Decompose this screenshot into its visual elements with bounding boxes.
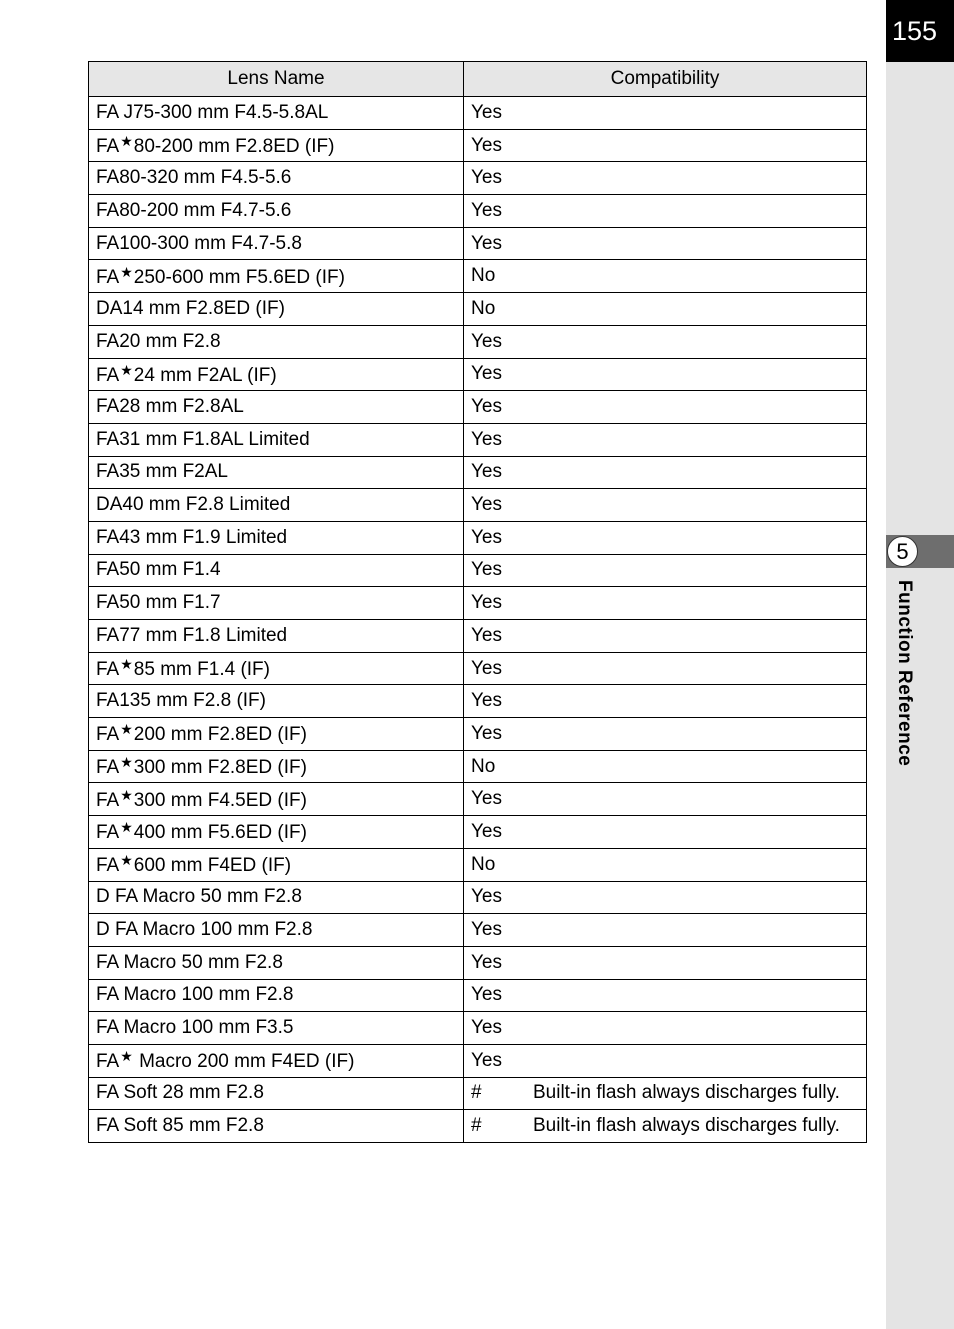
- table-row: [89, 456, 867, 489]
- compatibility-value: Yes: [471, 232, 502, 254]
- compatibility-cell: [464, 881, 867, 914]
- compatibility-cell: [464, 195, 867, 228]
- lens-name-cell: [89, 293, 464, 326]
- table-row: [89, 1044, 867, 1077]
- compatibility-note: Built-in flash always discharges fully.: [533, 1082, 840, 1104]
- lens-name-cell: [89, 162, 464, 195]
- compatibility-value: Yes: [471, 101, 502, 123]
- compatibility-value: Yes: [471, 951, 502, 973]
- compatibility-cell: [464, 587, 867, 620]
- table-row: [89, 1110, 867, 1143]
- compatibility-cell: [464, 456, 867, 489]
- table-row: [89, 260, 867, 293]
- lens-name-suffix: 24 mm F2AL (IF): [133, 364, 277, 386]
- lens-name-prefix: FA35 mm F2AL: [96, 461, 228, 483]
- compatibility-cell: [464, 1077, 867, 1110]
- page-number: 155: [886, 0, 954, 62]
- lens-name-suffix: 300 mm F4.5ED (IF): [133, 789, 307, 811]
- compatibility-cell: [464, 260, 867, 293]
- compatibility-value: No: [471, 265, 496, 287]
- lens-name-suffix: 80-200 mm F2.8ED (IF): [133, 136, 335, 158]
- compatibility-value: Yes: [471, 919, 502, 941]
- lens-name-prefix: FA80-320 mm F4.5-5.6: [96, 167, 292, 189]
- lens-name-prefix: FA Macro 50 mm F2.8: [96, 951, 283, 973]
- lens-name-cell: [89, 914, 464, 947]
- table-row: [89, 946, 867, 979]
- table-row: [89, 750, 867, 783]
- lens-name-suffix: 200 mm F2.8ED (IF): [133, 724, 307, 746]
- lens-name-prefix: FA J75-300 mm F4.5-5.8AL: [96, 101, 329, 123]
- table-row: [89, 881, 867, 914]
- table-row: [89, 227, 867, 260]
- lens-name-prefix: FA100-300 mm F4.7-5.8: [96, 232, 302, 254]
- lens-name-cell: [89, 260, 464, 293]
- compatibility-cell: [464, 521, 867, 554]
- compatibility-cell: [464, 293, 867, 326]
- lens-name-cell: [89, 325, 464, 358]
- lens-compatibility-table: [88, 61, 867, 1143]
- lens-name-prefix: FA50 mm F1.4: [96, 559, 221, 581]
- compatibility-value: Yes: [471, 559, 502, 581]
- lens-name-cell: [89, 489, 464, 522]
- table-row: [89, 783, 867, 816]
- chapter-title: Function Reference: [894, 580, 915, 767]
- lens-name-suffix: Macro 200 mm F4ED (IF): [133, 1051, 355, 1073]
- compatibility-cell: [464, 685, 867, 718]
- lens-name-prefix: FA: [96, 266, 120, 288]
- lens-name-cell: [89, 358, 464, 391]
- lens-name-cell: [89, 97, 464, 130]
- table-row: [89, 391, 867, 424]
- compatibility-cell: [464, 783, 867, 816]
- lens-name-prefix: FA31 mm F1.8AL Limited: [96, 428, 310, 450]
- star-icon: ★: [120, 263, 133, 280]
- compatibility-value: #: [471, 1082, 482, 1104]
- compatibility-cell: [464, 554, 867, 587]
- compatibility-cell: [464, 1012, 867, 1045]
- compatibility-note: Built-in flash always discharges fully.: [533, 1115, 840, 1137]
- compatibility-cell: [464, 1044, 867, 1077]
- compatibility-value: Yes: [471, 134, 502, 156]
- compatibility-value: Yes: [471, 461, 502, 483]
- table-row: [89, 914, 867, 947]
- compatibility-value: Yes: [471, 984, 502, 1006]
- table-row: [89, 358, 867, 391]
- compatibility-value: Yes: [471, 690, 502, 712]
- star-icon: ★: [120, 361, 133, 378]
- lens-name-cell: [89, 521, 464, 554]
- table-row: [89, 489, 867, 522]
- star-icon: ★: [120, 786, 133, 803]
- lens-name-suffix: 250-600 mm F5.6ED (IF): [133, 266, 345, 288]
- header-lens-name: Lens Name: [89, 62, 464, 97]
- lens-name-prefix: FA20 mm F2.8: [96, 330, 221, 352]
- lens-name-cell: [89, 816, 464, 849]
- lens-name-cell: [89, 587, 464, 620]
- compatibility-cell: [464, 914, 867, 947]
- compatibility-cell: [464, 489, 867, 522]
- table-row: [89, 97, 867, 130]
- table-row: [89, 685, 867, 718]
- compatibility-value: Yes: [471, 363, 502, 385]
- compatibility-cell: [464, 979, 867, 1012]
- lens-name-suffix: 85 mm F1.4 (IF): [133, 659, 270, 681]
- compatibility-value: Yes: [471, 526, 502, 548]
- compatibility-value: Yes: [471, 428, 502, 450]
- table-row: [89, 554, 867, 587]
- lens-name-prefix: FA: [96, 822, 120, 844]
- compatibility-value: Yes: [471, 820, 502, 842]
- lens-name-cell: [89, 946, 464, 979]
- compatibility-cell: [464, 325, 867, 358]
- compatibility-cell: [464, 391, 867, 424]
- lens-name-cell: [89, 554, 464, 587]
- compatibility-value: Yes: [471, 199, 502, 221]
- lens-name-prefix: D FA Macro 50 mm F2.8: [96, 886, 302, 908]
- star-icon: ★: [120, 721, 133, 738]
- compatibility-cell: [464, 358, 867, 391]
- compatibility-cell: [464, 620, 867, 653]
- lens-name-prefix: FA: [96, 855, 120, 877]
- star-icon: ★: [120, 819, 133, 836]
- star-icon: ★: [120, 133, 133, 150]
- compatibility-value: Yes: [471, 657, 502, 679]
- lens-name-cell: [89, 652, 464, 685]
- lens-name-cell: [89, 783, 464, 816]
- lens-name-suffix: 400 mm F5.6ED (IF): [133, 822, 307, 844]
- lens-name-cell: [89, 620, 464, 653]
- lens-name-suffix: 300 mm F2.8ED (IF): [133, 757, 307, 779]
- compatibility-value: #: [471, 1115, 482, 1137]
- lens-name-prefix: FA43 mm F1.9 Limited: [96, 526, 288, 548]
- table-row: [89, 620, 867, 653]
- lens-name-prefix: FA28 mm F2.8AL: [96, 396, 244, 418]
- lens-name-cell: [89, 195, 464, 228]
- compatibility-cell: [464, 227, 867, 260]
- table-row: [89, 848, 867, 881]
- lens-name-cell: [89, 718, 464, 751]
- lens-name-prefix: FA: [96, 364, 120, 386]
- lens-name-cell: [89, 685, 464, 718]
- lens-name-cell: [89, 848, 464, 881]
- compatibility-value: Yes: [471, 788, 502, 810]
- lens-name-cell: [89, 1110, 464, 1143]
- compatibility-cell: [464, 97, 867, 130]
- compatibility-value: Yes: [471, 167, 502, 189]
- lens-name-cell: [89, 227, 464, 260]
- compatibility-value: Yes: [471, 624, 502, 646]
- table-row: [89, 1077, 867, 1110]
- compatibility-cell: [464, 848, 867, 881]
- lens-name-prefix: D FA Macro 100 mm F2.8: [96, 919, 313, 941]
- compatibility-value: Yes: [471, 494, 502, 516]
- lens-name-prefix: FA Soft 28 mm F2.8: [96, 1082, 264, 1104]
- lens-name-prefix: FA: [96, 724, 120, 746]
- lens-name-prefix: FA: [96, 659, 120, 681]
- lens-name-suffix: 600 mm F4ED (IF): [133, 855, 292, 877]
- lens-name-prefix: FA135 mm F2.8 (IF): [96, 690, 266, 712]
- lens-name-cell: [89, 750, 464, 783]
- lens-name-cell: [89, 979, 464, 1012]
- lens-name-prefix: FA Macro 100 mm F3.5: [96, 1017, 294, 1039]
- table-row: [89, 652, 867, 685]
- star-icon: ★: [120, 852, 133, 869]
- compatibility-value: Yes: [471, 1049, 502, 1071]
- table-row: [89, 979, 867, 1012]
- lens-name-cell: [89, 1077, 464, 1110]
- compatibility-value: No: [471, 755, 496, 777]
- header-compatibility: Compatibility: [464, 62, 867, 97]
- lens-name-cell: [89, 129, 464, 162]
- lens-name-cell: [89, 1012, 464, 1045]
- compatibility-cell: [464, 652, 867, 685]
- compatibility-cell: [464, 946, 867, 979]
- table-row: [89, 293, 867, 326]
- table-row: [89, 816, 867, 849]
- compatibility-cell: [464, 162, 867, 195]
- compatibility-cell: [464, 423, 867, 456]
- lens-name-prefix: FA: [96, 757, 120, 779]
- lens-name-prefix: DA14 mm F2.8ED (IF): [96, 297, 285, 319]
- star-icon: ★: [120, 754, 133, 771]
- lens-name-prefix: FA: [96, 789, 120, 811]
- compatibility-cell: [464, 750, 867, 783]
- table-row: [89, 325, 867, 358]
- compatibility-value: No: [471, 853, 496, 875]
- lens-name-prefix: FA: [96, 136, 120, 158]
- compatibility-cell: [464, 718, 867, 751]
- compatibility-cell: [464, 816, 867, 849]
- table-row: [89, 718, 867, 751]
- lens-name-prefix: FA80-200 mm F4.7-5.6: [96, 199, 292, 221]
- compatibility-cell: [464, 1110, 867, 1143]
- compatibility-value: Yes: [471, 1017, 502, 1039]
- compatibility-cell: [464, 129, 867, 162]
- lens-name-cell: [89, 456, 464, 489]
- chapter-number: 5: [887, 536, 918, 567]
- table-row: [89, 423, 867, 456]
- table-row: [89, 195, 867, 228]
- lens-name-prefix: FA Macro 100 mm F2.8: [96, 984, 294, 1006]
- lens-name-prefix: DA40 mm F2.8 Limited: [96, 494, 291, 516]
- table-header-row: [89, 62, 867, 97]
- lens-name-prefix: FA77 mm F1.8 Limited: [96, 624, 288, 646]
- lens-name-cell: [89, 1044, 464, 1077]
- compatibility-value: No: [471, 297, 496, 319]
- table-row: [89, 162, 867, 195]
- compatibility-value: Yes: [471, 722, 502, 744]
- star-icon: ★: [120, 1048, 133, 1065]
- compatibility-value: Yes: [471, 592, 502, 614]
- lens-name-cell: [89, 391, 464, 424]
- lens-name-cell: [89, 423, 464, 456]
- star-icon: ★: [120, 656, 133, 673]
- table-row: [89, 1012, 867, 1045]
- lens-name-prefix: FA Soft 85 mm F2.8: [96, 1115, 264, 1137]
- compatibility-value: Yes: [471, 886, 502, 908]
- compatibility-value: Yes: [471, 396, 502, 418]
- lens-name-prefix: FA50 mm F1.7: [96, 592, 221, 614]
- table-row: [89, 587, 867, 620]
- table-row: [89, 521, 867, 554]
- compatibility-value: Yes: [471, 330, 502, 352]
- table-row: [89, 129, 867, 162]
- lens-name-prefix: FA: [96, 1051, 120, 1073]
- lens-name-cell: [89, 881, 464, 914]
